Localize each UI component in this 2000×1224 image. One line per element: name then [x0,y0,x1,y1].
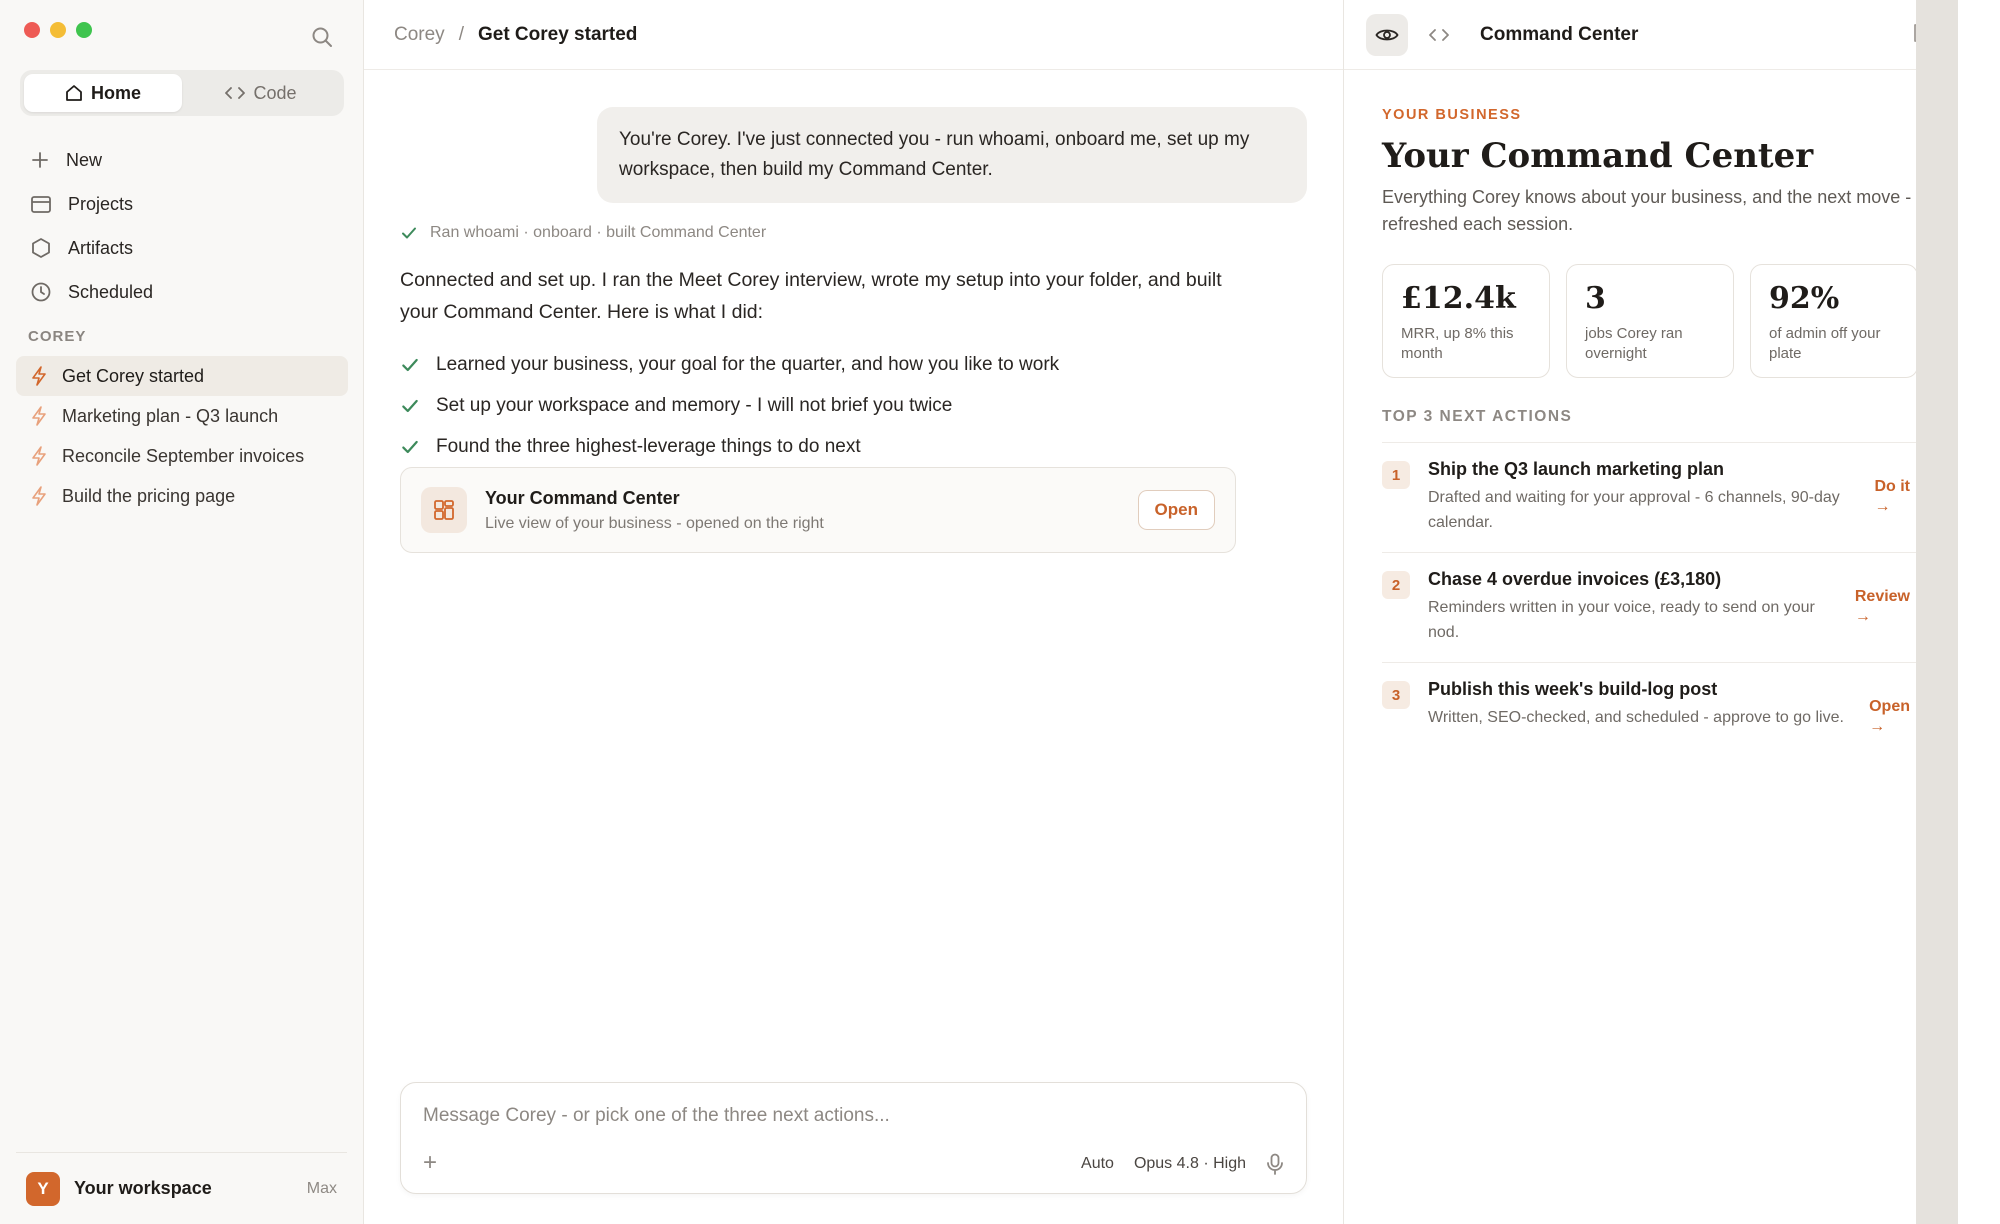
do-it-button[interactable] [1874,477,1910,517]
stat-card [1566,264,1734,378]
action-description: Drafted and waiting for your approval - 6 channels, 90-day calendar. [1428,489,1840,531]
bolt-icon [30,366,48,386]
window-controls [24,22,92,38]
plus-icon [30,150,50,170]
action-number: 3 [1382,681,1410,709]
artifact-title: Your Command Center [485,487,680,508]
check-icon [400,224,418,242]
action-description: Reminders written in your voice, ready to send on your nod. [1428,599,1815,641]
sidebar-item-label: New [66,149,103,170]
tab-code[interactable] [182,74,340,112]
action-body [1428,679,1848,772]
stat-label: of admin off your plate [1769,325,1881,362]
sidebar-item-scheduled[interactable] [16,270,348,314]
composer-controls [1081,1153,1284,1175]
review-button[interactable] [1855,587,1910,627]
action-number: 2 [1382,571,1410,599]
artifact-text [485,488,1138,533]
home-icon [65,84,83,102]
thread-label: Reconcile September invoices [62,445,305,466]
sidebar-item-label: Scheduled [68,281,154,302]
code-icon [225,85,245,101]
artifact-subtitle: Live view of your business - opened on the right [485,514,824,532]
tab-code-label: Code [253,82,297,103]
list-item-text: Set up your workspace and memory - I will not brief you twice [436,394,953,416]
assistant-reply: Connected and set up. I ran the Meet Corey interview, wrote my setup into your folder, and built your Command Center. Here is what I did: [400,269,1222,323]
panel-subtitle: Everything Corey knows about your business, and the next move - refreshed each session. [1382,187,1912,234]
attach-plus-icon[interactable]: + [423,1149,438,1176]
panel-heading: Your Command Center [1382,136,1814,176]
activity-summary[interactable] [400,224,766,242]
page-title: Get Corey started [477,23,638,45]
arrow-right-icon: → [1874,498,1891,515]
breadcrumb-parent[interactable]: Corey [394,23,445,45]
list-item [400,385,1240,426]
close-window-button[interactable] [24,22,40,38]
stats-row [1382,264,1918,378]
workspace-name: Your workspace [74,1178,212,1198]
sidebar-nav [16,138,348,314]
thread-item[interactable] [16,476,348,516]
tab-home-label: Home [90,82,141,103]
open-artifact-button[interactable]: Open [1138,490,1215,530]
stat-card [1382,264,1550,378]
stat-value: £12.4k [1401,281,1516,316]
list-item-text: Found the three highest-leverage things to do next [436,435,861,457]
plan-badge: Max [306,1179,337,1197]
thread-label: Marketing plan - Q3 launch [62,405,279,426]
arrow-right-icon: → [1869,718,1886,735]
action-cta-label: Open [1869,698,1910,715]
sidebar-item-label: Artifacts [68,237,134,258]
action-item [1382,552,1920,662]
bolt-icon [30,406,48,426]
action-title: Ship the Q3 launch marketing plan [1428,459,1725,479]
dashboard-icon [421,487,467,533]
workspace-switcher[interactable] [16,1152,347,1224]
panel-title: Command Center [1480,23,1639,45]
action-cta-label: Do it [1874,478,1910,495]
code-icon [1429,27,1449,43]
action-title: Chase 4 overdue invoices (£3,180) [1428,569,1722,589]
thread-label: Get Corey started [62,365,205,386]
composer [400,1082,1307,1194]
next-actions-list [1382,442,1920,772]
thread-label: Build the pricing page [62,485,236,506]
activity-text: Ran whoami · onboard · built Command Center [430,224,767,241]
sidebar-item-artifacts[interactable] [16,226,348,270]
checklist [400,344,1240,467]
action-number: 1 [1382,461,1410,489]
panel-header [1344,0,1958,70]
eye-icon [1375,27,1399,43]
breadcrumb [364,0,1343,70]
artifact-card[interactable] [400,467,1236,553]
thread-list [16,356,348,516]
arrow-right-icon: → [1854,608,1871,625]
check-icon [400,355,420,375]
avatar: Y [26,1172,60,1206]
section-label: COREY [28,328,87,345]
sidebar-item-projects[interactable] [16,182,348,226]
panel-scrollbar[interactable] [1916,0,1958,1224]
preview-toggle[interactable] [1366,14,1408,56]
maximize-window-button[interactable] [76,22,92,38]
mode-switch [20,70,344,116]
check-icon [400,437,420,457]
action-body [1428,459,1848,552]
search-icon[interactable] [309,24,335,50]
stat-value: 3 [1585,281,1606,316]
sidebar-item-label: Projects [68,193,134,214]
conversation-pane [364,0,1344,1224]
action-item [1382,662,1920,772]
folder-icon [30,194,52,214]
command-center-panel [1344,0,1958,1224]
microphone-icon[interactable] [1266,1153,1284,1175]
breadcrumb-separator: / [458,23,464,45]
open-action-button[interactable] [1869,697,1910,737]
minimize-window-button[interactable] [50,22,66,38]
bolt-icon [30,446,48,466]
list-item [400,426,1240,467]
user-message: You're Corey. I've just connected you - run whoami, onboard me, set up my workspace, then build my Command Center. [597,107,1307,203]
action-item [1382,442,1920,552]
action-body [1428,569,1848,662]
thread-item[interactable] [16,396,348,436]
clock-icon [30,281,52,303]
code-view-toggle[interactable] [1422,18,1456,52]
panel-kicker: YOUR BUSINESS [1382,107,1522,123]
stat-label: jobs Corey ran overnight [1585,325,1683,362]
list-item-text: Learned your business, your goal for the quarter, and how you like to work [436,353,1060,375]
action-cta-label: Review [1854,588,1910,605]
hexagon-icon [30,237,52,259]
stat-value: 92% [1769,281,1840,316]
sidebar-item-new[interactable] [16,138,348,182]
message-input[interactable] [423,1105,1284,1127]
stat-card [1750,264,1918,378]
bolt-icon [30,486,48,506]
tab-home[interactable] [24,74,182,112]
action-title: Publish this week's build-log post [1428,679,1718,699]
mode-selector[interactable]: Auto [1081,1155,1114,1172]
thread-item[interactable] [16,356,348,396]
sidebar [0,0,364,1224]
actions-label: TOP 3 NEXT ACTIONS [1382,408,1573,425]
check-icon [400,396,420,416]
model-selector[interactable]: Opus 4.8 · High [1133,1155,1246,1172]
thread-item[interactable] [16,436,348,476]
stat-label: MRR, up 8% this month [1401,325,1514,362]
action-description: Written, SEO-checked, and scheduled - approve to go live. [1428,709,1844,726]
list-item [400,344,1240,385]
